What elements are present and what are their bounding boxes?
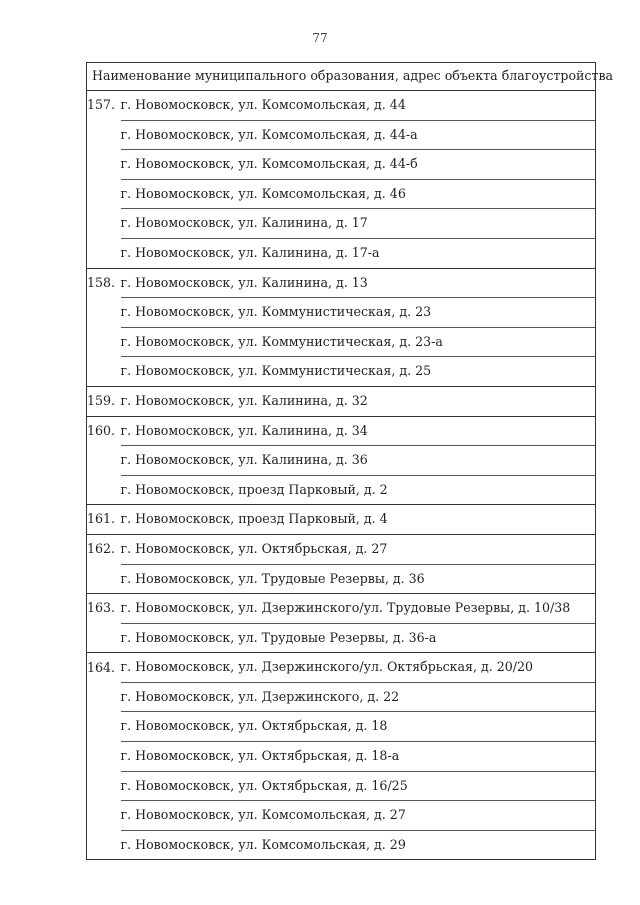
address-cell: г. Новомосковск, ул. Комсомольская, д. 46	[121, 179, 596, 209]
address-cell: г. Новомосковск, ул. Калинина, д. 17	[121, 209, 596, 239]
address-cell: г. Новомосковск, ул. Калинина, д. 17-а	[121, 238, 596, 268]
table-row	[87, 682, 596, 712]
item-number-empty	[87, 771, 121, 801]
address-cell: г. Новомосковск, ул. Октябрьская, д. 18-а	[121, 742, 596, 772]
table-header: Наименование муниципального образования, адрес объекта благоустройства	[87, 63, 596, 91]
address-cell: г. Новомосковск, ул. Дзержинского/ул. Октябрьская, д. 20/20	[121, 653, 596, 683]
address-cell: г. Новомосковск, ул. Октябрьская, д. 18	[121, 712, 596, 742]
item-number: 161.	[87, 505, 121, 535]
item-number-empty	[87, 238, 121, 268]
address-cell: г. Новомосковск, ул. Комсомольская, д. 44	[121, 91, 596, 121]
table-row	[87, 712, 596, 742]
item-number: 162.	[87, 534, 121, 564]
table-row	[87, 386, 596, 416]
item-number: 158.	[87, 268, 121, 298]
table-row	[87, 327, 596, 357]
item-number: 163.	[87, 594, 121, 624]
address-cell: г. Новомосковск, проезд Парковый, д. 4	[121, 505, 596, 535]
table-row	[87, 801, 596, 831]
item-number-empty	[87, 801, 121, 831]
address-table	[86, 62, 614, 860]
item-number-empty	[87, 327, 121, 357]
address-cell: г. Новомосковск, ул. Калинина, д. 34	[121, 416, 596, 446]
item-number-empty	[87, 209, 121, 239]
item-number: 160.	[87, 416, 121, 446]
table-row	[87, 179, 596, 209]
table-row	[87, 771, 596, 801]
table-row	[87, 653, 596, 683]
table-header-row	[87, 63, 596, 91]
item-number-empty	[87, 120, 121, 150]
address-cell: г. Новомосковск, ул. Дзержинского/ул. Трудовые Резервы, д. 10/38	[121, 594, 596, 624]
address-cell: г. Новомосковск, ул. Дзержинского, д. 22	[121, 682, 596, 712]
address-cell: г. Новомосковск, ул. Трудовые Резервы, д. 36	[121, 564, 596, 594]
table-row	[87, 120, 596, 150]
table-row	[87, 298, 596, 328]
item-number-empty	[87, 298, 121, 328]
item-number: 157.	[87, 91, 121, 121]
address-cell: г. Новомосковск, проезд Парковый, д. 2	[121, 475, 596, 505]
item-number-empty	[87, 830, 121, 860]
item-number: 164.	[87, 653, 121, 683]
item-number: 159.	[87, 386, 121, 416]
table-row	[87, 742, 596, 772]
address-cell: г. Новомосковск, ул. Калинина, д. 36	[121, 446, 596, 476]
table-row	[87, 594, 596, 624]
address-cell: г. Новомосковск, ул. Калинина, д. 13	[121, 268, 596, 298]
table-row	[87, 475, 596, 505]
address-cell: г. Новомосковск, ул. Октябрьская, д. 16/25	[121, 771, 596, 801]
address-cell: г. Новомосковск, ул. Комсомольская, д. 27	[121, 801, 596, 831]
table-row	[87, 238, 596, 268]
table-row	[87, 268, 596, 298]
page-number: 77	[312, 31, 328, 45]
table-row	[87, 416, 596, 446]
item-number-empty	[87, 564, 121, 594]
item-number-empty	[87, 682, 121, 712]
address-cell: г. Новомосковск, ул. Коммунистическая, д. 25	[121, 357, 596, 387]
address-cell: г. Новомосковск, ул. Комсомольская, д. 44-а	[121, 120, 596, 150]
address-cell: г. Новомосковск, ул. Коммунистическая, д. 23	[121, 298, 596, 328]
item-number-empty	[87, 475, 121, 505]
item-number-empty	[87, 446, 121, 476]
table-row	[87, 534, 596, 564]
item-number-empty	[87, 742, 121, 772]
item-number-empty	[87, 357, 121, 387]
table-row	[87, 564, 596, 594]
table-row	[87, 150, 596, 180]
address-cell: г. Новомосковск, ул. Комсомольская, д. 44-б	[121, 150, 596, 180]
item-number-empty	[87, 179, 121, 209]
table-row	[87, 91, 596, 121]
table-row	[87, 623, 596, 653]
address-cell: г. Новомосковск, ул. Калинина, д. 32	[121, 386, 596, 416]
item-number-empty	[87, 712, 121, 742]
address-cell: г. Новомосковск, ул. Комсомольская, д. 29	[121, 830, 596, 860]
address-cell: г. Новомосковск, ул. Трудовые Резервы, д. 36-а	[121, 623, 596, 653]
item-number-empty	[87, 623, 121, 653]
address-cell: г. Новомосковск, ул. Октябрьская, д. 27	[121, 534, 596, 564]
item-number-empty	[87, 150, 121, 180]
table-row	[87, 357, 596, 387]
table-row	[87, 830, 596, 860]
table-row	[87, 446, 596, 476]
table-body	[87, 91, 596, 860]
table-row	[87, 505, 596, 535]
table-row	[87, 209, 596, 239]
address-cell: г. Новомосковск, ул. Коммунистическая, д. 23-а	[121, 327, 596, 357]
